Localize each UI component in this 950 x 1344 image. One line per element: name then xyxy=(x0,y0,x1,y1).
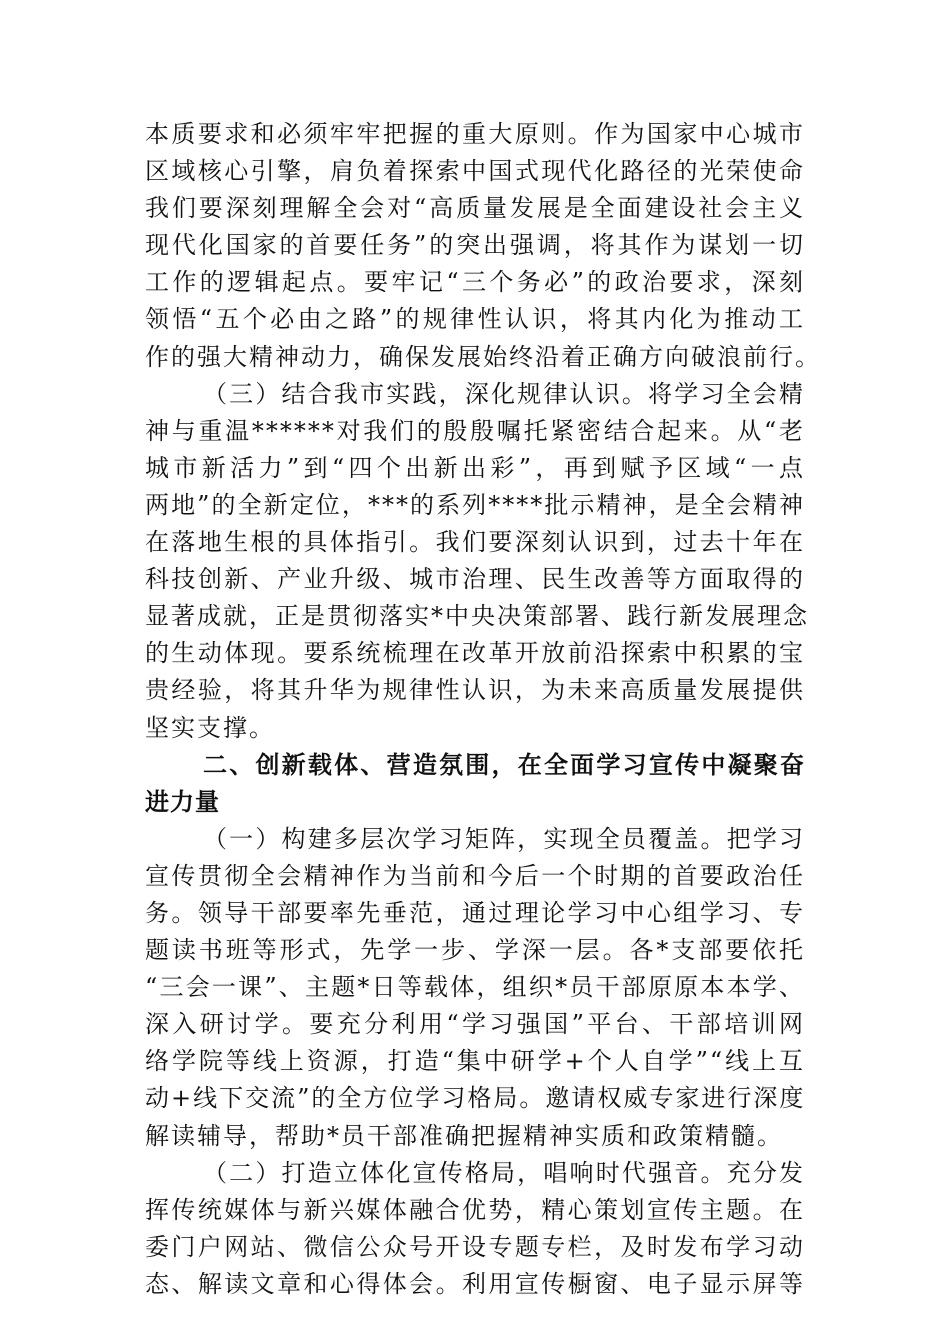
text-line: 态、解读文章和心得体会。利用宣传橱窗、电子显示屏等 xyxy=(145,1269,805,1298)
text-line: 贵经验，将其升华为规律性认识，为未来高质量发展提供 xyxy=(145,676,805,705)
text-line: （二）打造立体化宣传格局，唱响时代强音。充分发 xyxy=(203,1158,805,1187)
text-line: 领悟“五个必由之路”的规律性认识，将其内化为推动工 xyxy=(145,305,805,334)
heading-line: 二、创新载体、营造氛围，在全面学习宣传中凝聚奋 xyxy=(203,750,805,779)
text-line: 显著成就，正是贯彻落实*中央决策部署、践行新发展理念 xyxy=(145,602,809,631)
text-line: 工作的逻辑起点。要牢记“三个务必”的政治要求，深刻 xyxy=(145,268,805,297)
paragraph-section-3 xyxy=(145,376,809,747)
text-line: 题读书班等形式，先学一步、学深一层。各*支部要依托 xyxy=(145,936,805,965)
text-line: 挥传统媒体与新兴媒体融合优势，精心策划宣传主题。在 xyxy=(145,1195,805,1224)
text-line: 坚实支撑。 xyxy=(145,713,275,742)
text-line: 动+线下交流”的全方位学习格局。邀请权威专家进行深度 xyxy=(145,1084,806,1113)
text-line: 两地”的全新定位，***的系列****批示精神，是全会精神 xyxy=(145,490,805,519)
text-line: 宣传贯彻全会精神作为当前和今后一个时期的首要政治任 xyxy=(145,861,805,890)
text-line: 的生动体现。要系统梳理在改革开放前沿探索中积累的宝 xyxy=(145,639,805,668)
text-line: 解读辅导，帮助*员干部准确把握精神实质和政策精髓。 xyxy=(145,1121,783,1150)
text-line: 深入研讨学。要充分利用“学习强国”平台、干部培训网 xyxy=(145,1010,805,1039)
text-line: 本质要求和必须牢牢把握的重大原则。作为国家中心城市 xyxy=(145,120,805,148)
text-line: 城市新活力”到“四个出新出彩”，再到赋予区域“一点 xyxy=(145,453,805,482)
text-line: 在落地生根的具体指引。我们要深刻认识到，过去十年在 xyxy=(145,528,805,557)
text-line: （三）结合我市实践，深化规律认识。将学习全会精 xyxy=(203,379,805,408)
text-line: “三会一课”、主题*日等载体，组织*员干部原原本本学、 xyxy=(145,973,805,1002)
paragraph-subsection-1 xyxy=(145,821,805,1155)
section-heading xyxy=(145,747,805,821)
document-body xyxy=(145,116,821,1303)
paragraph-continuation xyxy=(145,116,821,376)
text-line: 科技创新、产业升级、城市治理、民生改善等方面取得的 xyxy=(145,565,805,594)
text-line: 现代化国家的首要任务”的突出强调，将其作为谋划一切 xyxy=(145,231,805,260)
text-line: 神与重温******对我们的殷殷嘱托紧密结合起来。从“老 xyxy=(145,416,805,445)
text-line: 委门户网站、微信公众号开设专题专栏，及时发布学习动 xyxy=(145,1232,805,1261)
text-line: （一）构建多层次学习矩阵，实现全员覆盖。把学习 xyxy=(203,824,805,853)
heading-line: 进力量 xyxy=(145,787,220,816)
text-line: 务。领导干部要率先垂范，通过理论学习中心组学习、专 xyxy=(145,898,805,927)
text-line: 区域核心引擎，肩负着探索中国式现代化路径的光荣使命 xyxy=(145,157,805,186)
text-line: 络学院等线上资源，打造“集中研学+个人自学”“线上互 xyxy=(145,1047,805,1076)
text-line: 作的强大精神动力，确保发展始终沿着正确方向破浪前行。 xyxy=(145,342,821,371)
paragraph-subsection-2 xyxy=(145,1155,805,1303)
text-line: 我们要深刻理解全会对“高质量发展是全面建设社会主义 xyxy=(145,194,805,223)
